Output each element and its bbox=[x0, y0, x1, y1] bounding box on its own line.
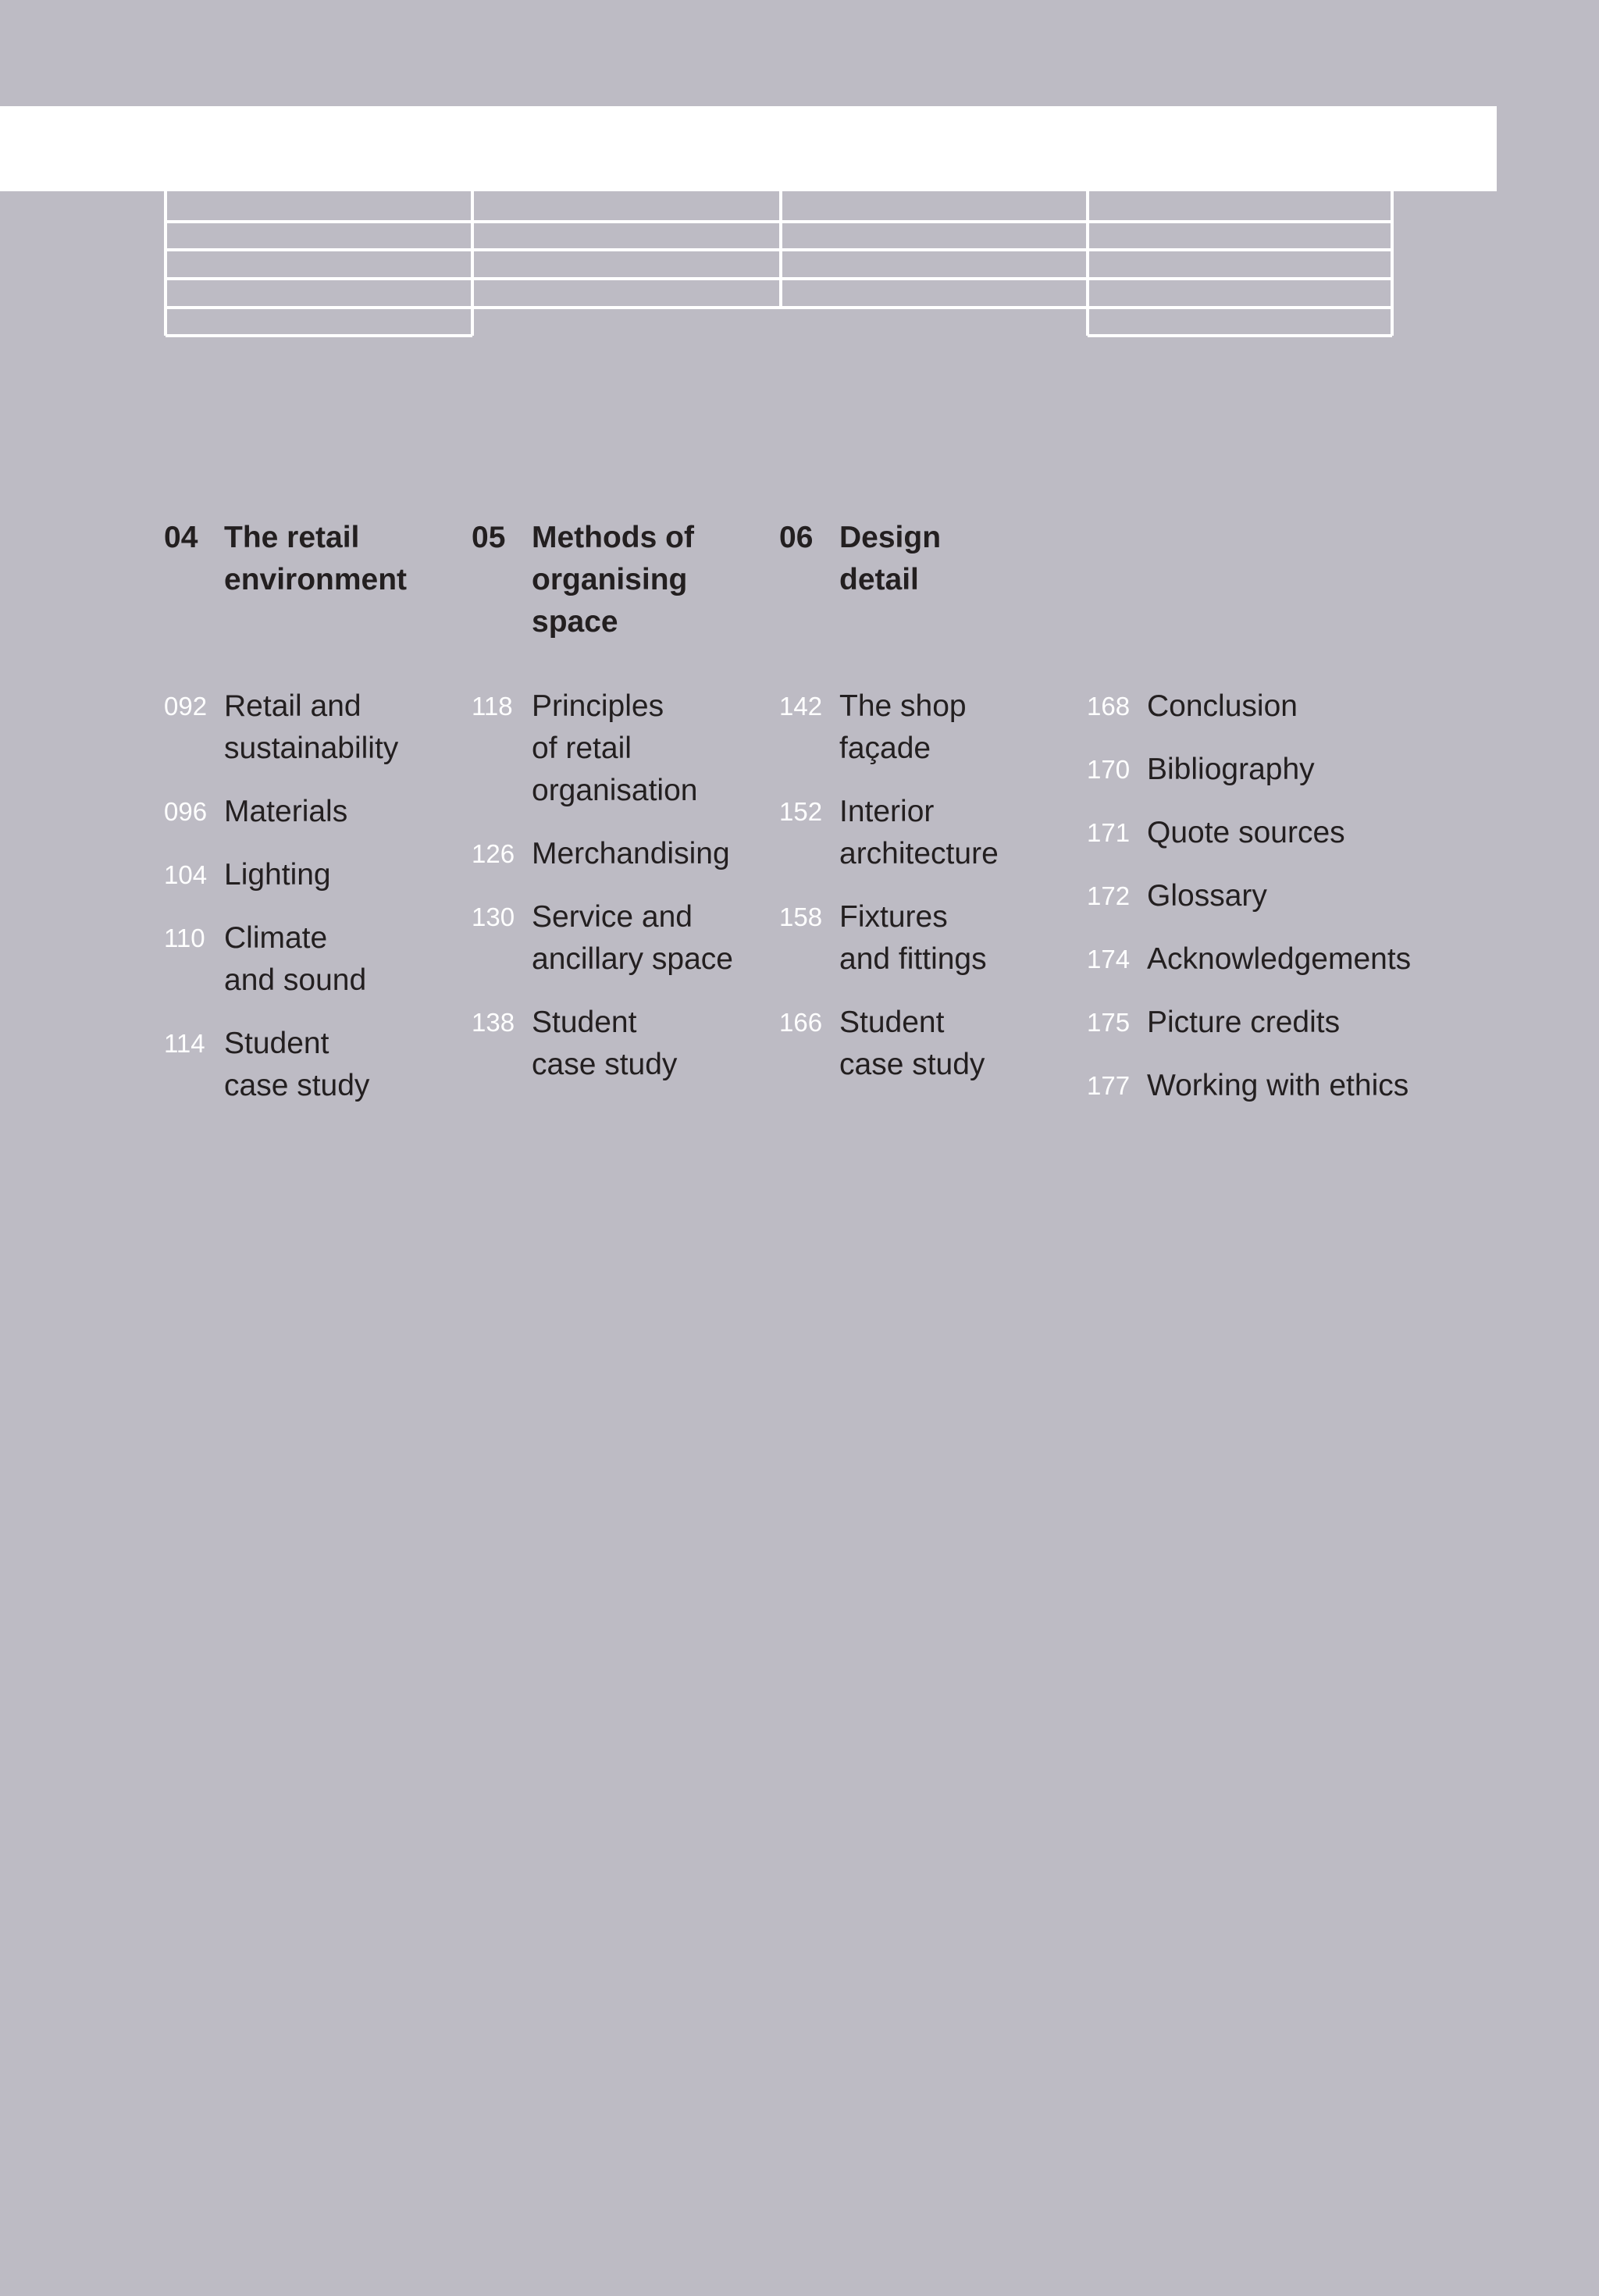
chapter-title: Methods of organising space bbox=[532, 521, 694, 639]
entry-title: Interior architecture bbox=[839, 795, 999, 870]
entry-title: The shop façade bbox=[839, 689, 967, 765]
entry-title: Lighting bbox=[224, 858, 331, 892]
entry-title: Service and ancillary space bbox=[532, 900, 733, 976]
page-number: 096 bbox=[164, 797, 208, 826]
entry-title: Climate and sound bbox=[224, 921, 367, 997]
entry-title: Working with ethics bbox=[1147, 1069, 1409, 1102]
entry-title: Materials bbox=[224, 795, 348, 828]
page-number: 114 bbox=[164, 1029, 205, 1058]
chapter-heading bbox=[472, 517, 779, 685]
chapter-title: Design detail bbox=[839, 521, 942, 596]
toc-entry[interactable] bbox=[164, 791, 472, 833]
entry-title: Principles of retail organisation bbox=[532, 689, 698, 807]
entry-title: Fixtures and fittings bbox=[839, 900, 987, 976]
entry-title: Student case study bbox=[839, 1006, 985, 1081]
page-number: 168 bbox=[1087, 692, 1131, 721]
toc-entry[interactable] bbox=[1087, 685, 1524, 728]
entry-title: Acknowledgements bbox=[1147, 942, 1412, 976]
toc-entry[interactable] bbox=[472, 1002, 779, 1086]
page-number: 172 bbox=[1087, 881, 1131, 910]
page-number: 092 bbox=[164, 692, 208, 721]
page-number: 171 bbox=[1087, 818, 1131, 847]
chapter-number: 05 bbox=[472, 521, 506, 554]
toc-entry[interactable] bbox=[164, 685, 472, 770]
entry-title: Student case study bbox=[532, 1006, 678, 1081]
toc-entry[interactable] bbox=[472, 833, 779, 875]
toc-entry[interactable] bbox=[779, 791, 1087, 875]
chapter-heading bbox=[164, 517, 472, 685]
toc-entry[interactable] bbox=[472, 896, 779, 981]
page-number: 166 bbox=[779, 1008, 823, 1037]
toc-entry[interactable] bbox=[164, 1023, 472, 1107]
back-matter-spacer bbox=[1087, 517, 1524, 685]
page-number: 138 bbox=[472, 1008, 515, 1037]
toc-entry[interactable] bbox=[779, 1002, 1087, 1086]
page-number: 174 bbox=[1087, 945, 1131, 974]
toc-entry-list bbox=[164, 685, 472, 1107]
page-number: 142 bbox=[779, 692, 823, 721]
page-number: 177 bbox=[1087, 1071, 1131, 1100]
entry-title: Bibliography bbox=[1147, 753, 1315, 786]
entry-title: Student case study bbox=[224, 1027, 370, 1102]
page-number: 118 bbox=[472, 692, 513, 721]
toc-entry[interactable] bbox=[1087, 1065, 1524, 1107]
toc-entry[interactable] bbox=[779, 685, 1087, 770]
chapter-title: The retail environment bbox=[224, 521, 408, 596]
entry-title: Quote sources bbox=[1147, 816, 1345, 849]
chapter-number: 04 bbox=[164, 521, 198, 554]
page-number: 110 bbox=[164, 924, 205, 952]
toc-entry-list bbox=[472, 685, 779, 1086]
chapter-05-column bbox=[472, 517, 779, 1107]
toc-entry[interactable] bbox=[472, 685, 779, 812]
page-number: 175 bbox=[1087, 1008, 1131, 1037]
toc-entry[interactable] bbox=[1087, 812, 1524, 854]
toc-entry-list bbox=[779, 685, 1087, 1086]
toc-entry[interactable] bbox=[1087, 1002, 1524, 1044]
page-number: 152 bbox=[779, 797, 823, 826]
toc-entry[interactable] bbox=[1087, 875, 1524, 917]
entry-title: Conclusion bbox=[1147, 689, 1298, 723]
toc-entry[interactable] bbox=[1087, 938, 1524, 981]
decorative-grid bbox=[0, 0, 1599, 344]
back-matter-column bbox=[1087, 517, 1524, 1128]
entry-title: Retail and sustainability bbox=[224, 689, 399, 765]
page-number: 104 bbox=[164, 860, 208, 889]
page-number: 126 bbox=[472, 839, 515, 868]
toc-entry[interactable] bbox=[779, 896, 1087, 981]
entry-title: Picture credits bbox=[1147, 1006, 1341, 1039]
entry-title: Glossary bbox=[1147, 879, 1267, 913]
chapter-heading bbox=[779, 517, 1087, 685]
toc-entry[interactable] bbox=[164, 917, 472, 1002]
toc-entry[interactable] bbox=[1087, 749, 1524, 791]
page-number: 158 bbox=[779, 902, 823, 931]
page-number: 130 bbox=[472, 902, 515, 931]
page-number: 170 bbox=[1087, 755, 1131, 784]
toc-entry[interactable] bbox=[164, 854, 472, 896]
chapter-number: 06 bbox=[779, 521, 814, 554]
toc-entry-list bbox=[1087, 685, 1524, 1107]
entry-title: Merchandising bbox=[532, 837, 730, 870]
chapter-06-column bbox=[779, 517, 1087, 1107]
chapter-04-column bbox=[164, 517, 472, 1128]
